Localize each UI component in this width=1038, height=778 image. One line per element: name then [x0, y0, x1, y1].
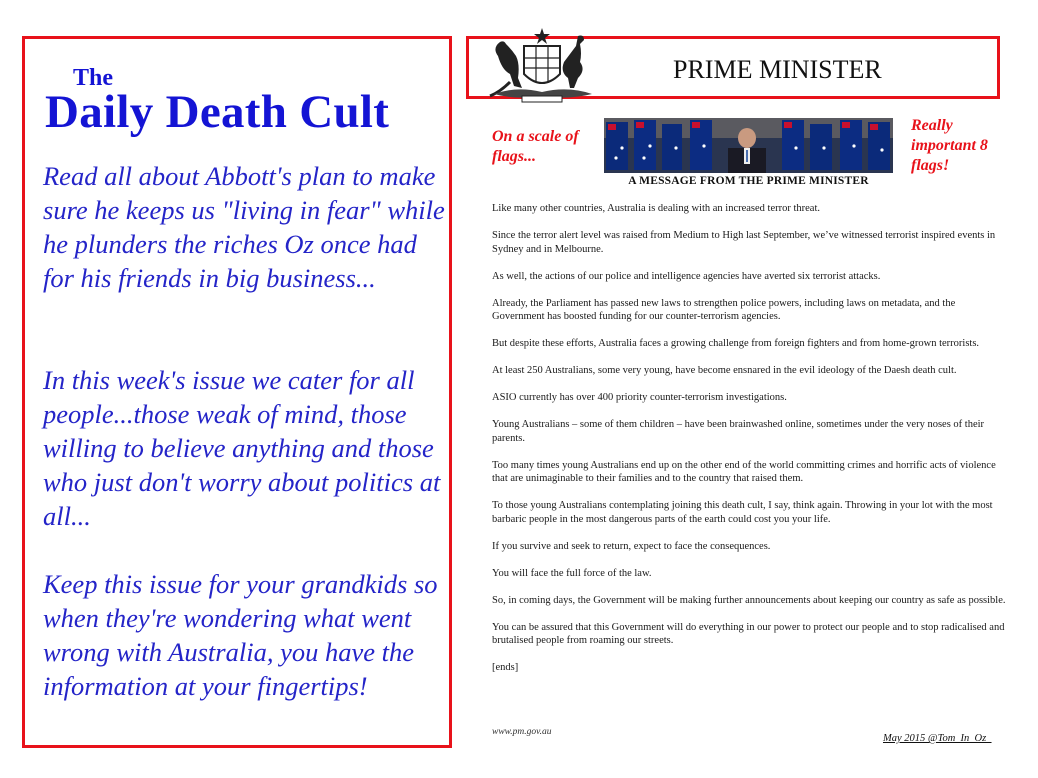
pm-message-body — [492, 202, 1010, 688]
note-scale-of-flags: On a scale of flags... — [492, 128, 579, 165]
paragraph: ASIO currently has over 400 priority counter-terrorism investigations. — [492, 392, 787, 403]
paragraph: Too many times young Australians end up on the other end of the world committing crimes and horrific acts of violence that are unimaginable to their families and to the country that raised them. — [492, 459, 996, 484]
paragraph: If you survive and seek to return, expect to face the consequences. — [492, 540, 771, 552]
paragraph: You can be assured that this Government will do everything in our power to protect our people and to stop radicalised and brutalised people from roaming our streets. — [492, 621, 1005, 646]
paragraph: So, in coming days, the Government will be making further announcements about keeping our country as safe as possible. — [492, 594, 1006, 606]
paragraph: At least 250 Australians, some very young, have become ensnared in the evil ideology of the Daesh death cult. — [492, 365, 957, 376]
paragraph: Young Australians – some of them children – have been brainwashed online, sometimes under the very noses of their parents. — [492, 419, 985, 444]
paragraph-ends: [ends] — [492, 662, 519, 673]
blurb-2: In this week's issue we cater for all people...those weak of mind, those willing to believe anything and those who just don't worry about politics at all... — [43, 365, 441, 531]
paragraph: You will face the full force of the law. — [492, 567, 652, 579]
paragraph: Since the terror alert level was raised from Medium to High last September, we’ve witnessed terrorist inspired events in Sydney and in Melbourne. — [492, 230, 996, 255]
masthead-title: Daily Death Cult — [45, 86, 390, 138]
paragraph: But despite these efforts, Australia faces a growing challenge from foreign fighters and from home-grown terrorists. — [492, 338, 980, 349]
paragraph: To those young Australians contemplating joining this death cult, I say, think again. Throwing in your lot with the most barbaric people in the most dangerous parts of the earth could cost you your life. — [492, 500, 993, 525]
coat-of-arms-icon — [486, 26, 598, 104]
blurb-1: Read all about Abbott's plan to make sure he keeps us "living in fear" while he plunders the riches Oz once had for his friends in big business... — [43, 161, 445, 293]
masthead-the: The — [73, 65, 114, 91]
note-eight-flags: Really important 8 flags! — [911, 117, 988, 174]
blurb-3: Keep this issue for your grandkids so when they're wondering what went wrong with Australia, you have the information at your fingertips! — [43, 569, 438, 701]
paragraph: Like many other countries, Australia is dealing with an increased terror threat. — [492, 203, 821, 214]
pm-header-title: PRIME MINISTER — [673, 55, 882, 84]
photo-caption: A MESSAGE FROM THE PRIME MINISTER — [628, 175, 869, 187]
press-conference-photo — [604, 118, 893, 173]
paragraph: As well, the actions of our police and intelligence agencies have averted six terrorist attacks. — [492, 270, 881, 282]
paragraph: Already, the Parliament has passed new laws to strengthen police powers, including laws on metadata, and the Government has boosted funding for our counter-terrorism agencies. — [492, 297, 956, 322]
author-credit: May 2015 @Tom_In_Oz_ — [883, 733, 992, 744]
website-footer: www.pm.gov.au — [492, 727, 552, 737]
newspaper-panel — [22, 36, 452, 748]
